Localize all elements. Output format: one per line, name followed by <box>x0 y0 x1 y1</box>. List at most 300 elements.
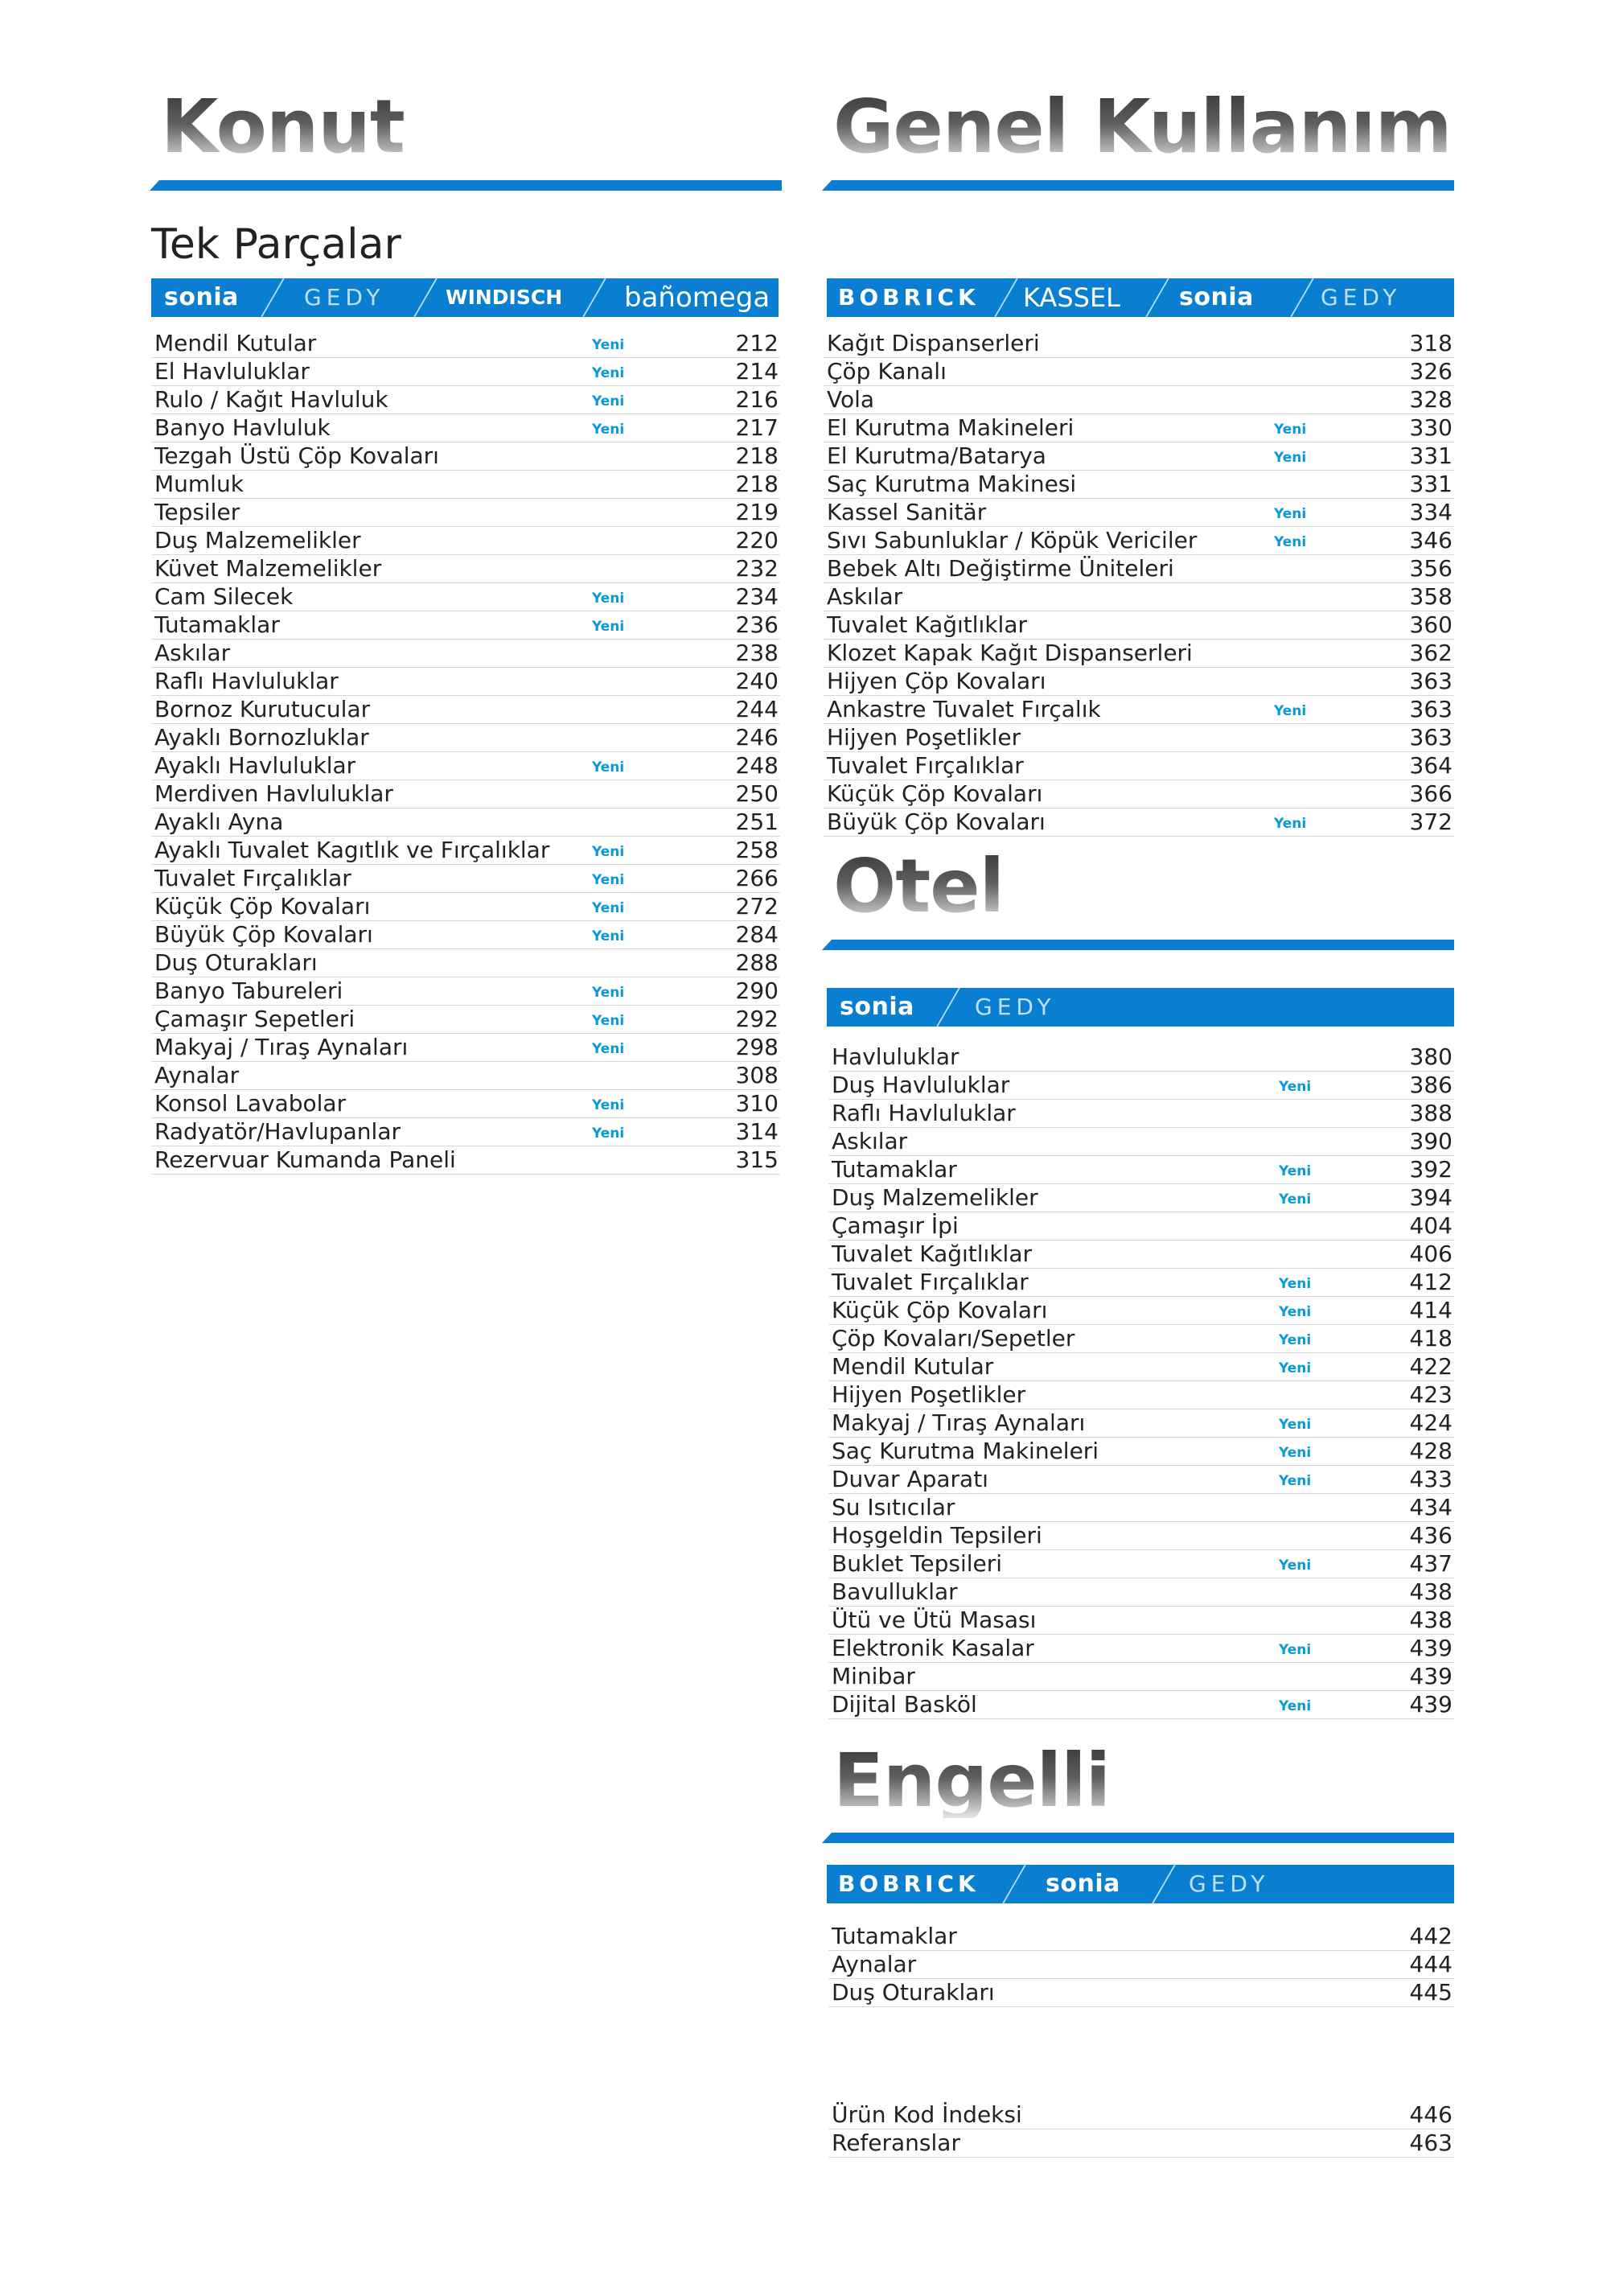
toc-row[interactable] <box>151 921 780 949</box>
toc-row-label: Kağıt Dispanserleri <box>827 330 1040 356</box>
toc-row-page-number: 331 <box>1409 442 1452 469</box>
toc-row[interactable] <box>151 555 780 583</box>
toc-row[interactable] <box>824 442 1454 471</box>
toc-row-label: Büyük Çöp Kovaları <box>154 921 373 948</box>
brand-separator <box>1001 1865 1028 1903</box>
toc-row-page-number: 364 <box>1409 752 1452 779</box>
toc-row-page-number: 251 <box>735 809 779 835</box>
toc-row-label: Askılar <box>154 640 231 666</box>
toc-row[interactable] <box>828 1607 1454 1635</box>
brand-bar-engelli <box>827 1865 1454 1903</box>
toc-row[interactable] <box>828 1979 1454 2007</box>
toc-row-page-number: 363 <box>1409 668 1452 694</box>
new-badge: Yeni <box>592 393 625 409</box>
toc-row-page-number: 422 <box>1409 1353 1452 1380</box>
toc-row-label: Saç Kurutma Makinesi <box>827 471 1077 497</box>
brand-bar-konut <box>151 278 779 317</box>
toc-row[interactable] <box>824 583 1454 611</box>
toc-row[interactable] <box>824 780 1454 809</box>
toc-row-page-number: 248 <box>735 752 779 779</box>
toc-row-page-number: 234 <box>735 583 779 610</box>
new-badge: Yeni <box>592 1041 625 1057</box>
toc-list-engelli <box>828 1923 1454 2007</box>
toc-row[interactable] <box>824 696 1454 724</box>
new-badge: Yeni <box>1274 534 1307 550</box>
toc-row-label: Bavulluklar <box>832 1578 958 1605</box>
brand-separator <box>992 278 1020 317</box>
toc-row-label: Hijyen Çöp Kovaları <box>827 668 1046 694</box>
toc-row-label: Kassel Sanitär <box>827 499 987 525</box>
toc-row-page-number: 404 <box>1409 1212 1452 1239</box>
new-badge: Yeni <box>1279 1642 1312 1658</box>
toc-row-label: Merdiven Havluluklar <box>154 780 393 807</box>
toc-row[interactable] <box>824 668 1454 696</box>
toc-row[interactable] <box>151 724 780 752</box>
toc-row[interactable] <box>828 1156 1454 1184</box>
toc-row-page-number: 288 <box>735 949 779 976</box>
toc-row-page-number: 414 <box>1409 1297 1452 1323</box>
toc-row[interactable] <box>828 1951 1454 1979</box>
brand-separator <box>259 278 286 317</box>
toc-row[interactable] <box>828 1269 1454 1297</box>
toc-row-label: Hoşgeldin Tepsileri <box>832 1522 1042 1549</box>
toc-row[interactable] <box>828 1381 1454 1409</box>
toc-row-page-number: 244 <box>735 696 779 722</box>
toc-row[interactable] <box>828 1043 1454 1072</box>
toc-row-page-number: 438 <box>1409 1578 1452 1605</box>
toc-row[interactable] <box>828 1409 1454 1438</box>
toc-row-label: Makyaj / Tıraş Aynaları <box>832 1409 1086 1436</box>
toc-row-label: Askılar <box>827 583 903 610</box>
toc-row[interactable] <box>828 1522 1454 1550</box>
toc-row-label: Ürün Kod İndeksi <box>832 2101 1022 2128</box>
toc-row[interactable] <box>151 330 780 358</box>
toc-row-label: Tepsiler <box>154 499 240 525</box>
toc-row-label: Rezervuar Kumanda Paneli <box>154 1146 456 1173</box>
toc-row[interactable] <box>151 893 780 921</box>
toc-row-label: Havluluklar <box>832 1043 959 1070</box>
toc-row-label: Bornoz Kurutucular <box>154 696 371 722</box>
toc-row[interactable] <box>151 977 780 1006</box>
toc-row[interactable] <box>828 1184 1454 1212</box>
toc-row[interactable] <box>828 2129 1454 2158</box>
toc-row[interactable] <box>828 1494 1454 1522</box>
toc-row-page-number: 418 <box>1409 1325 1452 1352</box>
toc-row-page-number: 308 <box>735 1062 779 1088</box>
new-badge: Yeni <box>1279 1557 1312 1574</box>
toc-row-label: Duş Oturakları <box>154 949 318 976</box>
brand-separator <box>1150 1865 1177 1903</box>
toc-row-page-number: 298 <box>735 1034 779 1060</box>
toc-row[interactable] <box>824 358 1454 386</box>
toc-row-label: Ankastre Tuvalet Fırçalık <box>827 696 1101 722</box>
toc-row[interactable] <box>824 330 1454 358</box>
toc-row-label: Ütü ve Ütü Masası <box>832 1607 1037 1633</box>
toc-row-page-number: 218 <box>735 442 779 469</box>
toc-row[interactable] <box>151 1146 780 1175</box>
new-badge: Yeni <box>1274 506 1307 522</box>
section-title-genel-kullanim: Genel Kullanım <box>833 84 1452 170</box>
toc-row-label: Büyük Çöp Kovaları <box>827 809 1046 835</box>
toc-row-label: Duş Malzemelikler <box>154 527 361 553</box>
toc-row-label: Dijital Basköl <box>832 1691 977 1718</box>
toc-row-page-number: 220 <box>735 527 779 553</box>
toc-row-page-number: 406 <box>1409 1241 1452 1267</box>
new-badge: Yeni <box>592 422 625 438</box>
toc-row[interactable] <box>151 949 780 977</box>
toc-row[interactable] <box>151 837 780 865</box>
brand-separator <box>581 278 608 317</box>
new-badge: Yeni <box>1279 1163 1312 1179</box>
toc-row-label: Tutamaklar <box>832 1156 957 1183</box>
brand-logo-gedy: GEDY <box>304 284 385 311</box>
toc-row[interactable] <box>828 1325 1454 1353</box>
toc-row[interactable] <box>151 1118 780 1146</box>
brand-logo-bobrick: BOBRICK <box>838 1870 980 1897</box>
toc-row[interactable] <box>151 780 780 809</box>
toc-row[interactable] <box>828 1212 1454 1241</box>
toc-row[interactable] <box>151 640 780 668</box>
toc-row[interactable] <box>824 555 1454 583</box>
toc-row-label: Çamaşır İpi <box>832 1212 959 1239</box>
new-badge: Yeni <box>592 337 625 353</box>
toc-row-label: Tezgah Üstü Çöp Kovaları <box>154 442 439 469</box>
toc-list-index <box>828 2101 1454 2158</box>
toc-row-label: Küvet Malzemelikler <box>154 555 382 582</box>
toc-row[interactable] <box>828 1241 1454 1269</box>
toc-row-page-number: 372 <box>1409 809 1452 835</box>
toc-row-page-number: 238 <box>735 640 779 666</box>
toc-row-page-number: 438 <box>1409 1607 1452 1633</box>
toc-row-label: Ayaklı Tuvalet Kagıtlık ve Fırçalıklar <box>154 837 550 863</box>
toc-row-label: Vola <box>827 386 875 413</box>
toc-row-label: El Kurutma/Batarya <box>827 442 1046 469</box>
toc-row-page-number: 394 <box>1409 1184 1452 1211</box>
toc-row-label: Ayaklı Ayna <box>154 809 284 835</box>
toc-row-page-number: 434 <box>1409 1494 1452 1520</box>
toc-row[interactable] <box>151 358 780 386</box>
toc-row-page-number: 315 <box>735 1146 779 1173</box>
toc-row[interactable] <box>151 386 780 414</box>
toc-row-label: Tutamaklar <box>832 1923 957 1949</box>
toc-row[interactable] <box>824 724 1454 752</box>
toc-row-page-number: 310 <box>735 1090 779 1117</box>
toc-row-page-number: 380 <box>1409 1043 1452 1070</box>
toc-row-label: Duş Havluluklar <box>832 1072 1010 1098</box>
toc-row-page-number: 445 <box>1409 1979 1452 2006</box>
toc-row[interactable] <box>824 471 1454 499</box>
toc-row-page-number: 412 <box>1409 1269 1452 1295</box>
toc-row[interactable] <box>151 442 780 471</box>
toc-row-label: Su Isıtıcılar <box>832 1494 955 1520</box>
toc-row-label: Raflı Havluluklar <box>832 1100 1016 1126</box>
toc-row-label: Duvar Aparatı <box>832 1466 988 1492</box>
toc-row[interactable] <box>151 471 780 499</box>
toc-row-label: Tuvalet Kağıtlıklar <box>832 1241 1032 1267</box>
new-badge: Yeni <box>592 985 625 1001</box>
toc-row[interactable] <box>151 611 780 640</box>
new-badge: Yeni <box>592 1013 625 1029</box>
section-divider-genel-kullanim <box>822 180 1454 191</box>
toc-row-page-number: 236 <box>735 611 779 638</box>
toc-row[interactable] <box>828 1466 1454 1494</box>
toc-list-konut <box>151 330 780 1175</box>
toc-row[interactable] <box>151 414 780 442</box>
toc-row[interactable] <box>151 583 780 611</box>
toc-row-page-number: 363 <box>1409 724 1452 751</box>
toc-row[interactable] <box>824 414 1454 442</box>
toc-row-label: Minibar <box>832 1663 915 1689</box>
toc-row-page-number: 214 <box>735 358 779 385</box>
new-badge: Yeni <box>592 759 625 776</box>
toc-row-page-number: 439 <box>1409 1635 1452 1661</box>
toc-row-label: Radyatör/Havlupanlar <box>154 1118 401 1145</box>
toc-row-label: Banyo Havluluk <box>154 414 331 441</box>
toc-row-page-number: 442 <box>1409 1923 1452 1949</box>
new-badge: Yeni <box>1279 1360 1312 1376</box>
toc-row-label: Mumluk <box>154 471 244 497</box>
new-badge: Yeni <box>1279 1079 1312 1095</box>
toc-row-page-number: 218 <box>735 471 779 497</box>
toc-row-page-number: 439 <box>1409 1663 1452 1689</box>
toc-list-genel-kullanim <box>824 330 1454 837</box>
new-badge: Yeni <box>1274 703 1307 719</box>
toc-row-label: Çamaşır Sepetleri <box>154 1006 355 1032</box>
section-title-konut: Konut <box>161 84 405 170</box>
brand-bar-genel-kullanim <box>827 278 1454 317</box>
toc-row-label: Bebek Altı Değiştirme Üniteleri <box>827 555 1174 582</box>
toc-row-page-number: 330 <box>1409 414 1452 441</box>
toc-row-page-number: 428 <box>1409 1438 1452 1464</box>
toc-row-label: Hijyen Poşetlikler <box>832 1381 1026 1408</box>
toc-row[interactable] <box>151 809 780 837</box>
toc-row-label: Tuvalet Fırçalıklar <box>827 752 1024 779</box>
toc-row-label: El Kurutma Makineleri <box>827 414 1074 441</box>
toc-row-label: Raflı Havluluklar <box>154 668 339 694</box>
toc-row[interactable] <box>828 1691 1454 1719</box>
toc-row[interactable] <box>828 1128 1454 1156</box>
brand-separator <box>1144 278 1171 317</box>
section-title-otel: Otel <box>833 843 1005 929</box>
toc-row[interactable] <box>828 1923 1454 1951</box>
toc-row-page-number: 392 <box>1409 1156 1452 1183</box>
toc-row-label: Duş Oturakları <box>832 1979 995 2006</box>
toc-row-label: Duş Malzemelikler <box>832 1184 1038 1211</box>
toc-row-label: Hijyen Poşetlikler <box>827 724 1021 751</box>
toc-row-label: Mendil Kutular <box>832 1353 994 1380</box>
section-divider-engelli <box>822 1833 1454 1843</box>
toc-row-page-number: 446 <box>1409 2101 1452 2128</box>
brand-logo-sonia: sonia <box>840 993 914 1021</box>
toc-row-page-number: 219 <box>735 499 779 525</box>
toc-row-page-number: 363 <box>1409 696 1452 722</box>
toc-row[interactable] <box>828 2101 1454 2129</box>
toc-row-page-number: 216 <box>735 386 779 413</box>
brand-logo-kassel: KASSEL <box>1023 282 1120 313</box>
toc-row[interactable] <box>151 527 780 555</box>
brand-logo-bobrick: BOBRICK <box>838 284 980 311</box>
brand-bar-otel <box>827 988 1454 1027</box>
toc-row-page-number: 250 <box>735 780 779 807</box>
brand-logo-gedy: GEDY <box>1321 284 1402 311</box>
toc-row-page-number: 328 <box>1409 386 1452 413</box>
new-badge: Yeni <box>592 619 625 635</box>
toc-row[interactable] <box>828 1550 1454 1578</box>
brand-logo-windisch: WINDISCH <box>446 286 563 309</box>
brand-separator <box>1288 278 1316 317</box>
toc-row[interactable] <box>828 1353 1454 1381</box>
toc-row-label: Çöp Kovaları/Sepetler <box>832 1325 1075 1352</box>
toc-row[interactable] <box>151 1034 780 1062</box>
toc-row[interactable] <box>151 1006 780 1034</box>
toc-row-label: Klozet Kapak Kağıt Dispanserleri <box>827 640 1193 666</box>
toc-row-page-number: 240 <box>735 668 779 694</box>
toc-row-label: Aynalar <box>154 1062 240 1088</box>
toc-row-page-number: 272 <box>735 893 779 920</box>
new-badge: Yeni <box>1274 816 1307 832</box>
toc-row-label: Sıvı Sabunluklar / Köpük Vericiler <box>827 527 1198 553</box>
toc-row[interactable] <box>828 1635 1454 1663</box>
toc-row-page-number: 439 <box>1409 1691 1452 1718</box>
toc-row-label: Aynalar <box>832 1951 917 1977</box>
toc-row[interactable] <box>824 752 1454 780</box>
toc-row[interactable] <box>824 809 1454 837</box>
toc-row-page-number: 424 <box>1409 1409 1452 1436</box>
toc-row-label: Küçük Çöp Kovaları <box>832 1297 1048 1323</box>
new-badge: Yeni <box>592 1125 625 1142</box>
new-badge: Yeni <box>592 365 625 381</box>
new-badge: Yeni <box>592 900 625 916</box>
toc-row-page-number: 314 <box>735 1118 779 1145</box>
toc-row-page-number: 232 <box>735 555 779 582</box>
toc-row-page-number: 463 <box>1409 2129 1452 2156</box>
new-badge: Yeni <box>1279 1445 1312 1461</box>
brand-logo-sonia: sonia <box>164 283 239 311</box>
toc-row[interactable] <box>151 865 780 893</box>
new-badge: Yeni <box>592 872 625 888</box>
toc-row-page-number: 358 <box>1409 583 1452 610</box>
toc-row-label: Tuvalet Kağıtlıklar <box>827 611 1027 638</box>
toc-row[interactable] <box>824 499 1454 527</box>
toc-row-page-number: 386 <box>1409 1072 1452 1098</box>
toc-row-label: Buklet Tepsileri <box>832 1550 1003 1577</box>
new-badge: Yeni <box>1279 1191 1312 1208</box>
new-badge: Yeni <box>1279 1473 1312 1489</box>
new-badge: Yeni <box>1279 1417 1312 1433</box>
toc-row-label: El Havluluklar <box>154 358 310 385</box>
toc-row-page-number: 436 <box>1409 1522 1452 1549</box>
toc-row-page-number: 360 <box>1409 611 1452 638</box>
new-badge: Yeni <box>592 844 625 860</box>
toc-row-label: Çöp Kanalı <box>827 358 947 385</box>
toc-row-page-number: 346 <box>1409 527 1452 553</box>
toc-row-page-number: 318 <box>1409 330 1452 356</box>
new-badge: Yeni <box>1279 1332 1312 1348</box>
toc-row-page-number: 362 <box>1409 640 1452 666</box>
toc-row[interactable] <box>824 611 1454 640</box>
new-badge: Yeni <box>592 590 625 607</box>
toc-row-page-number: 246 <box>735 724 779 751</box>
section-divider-konut <box>150 180 782 191</box>
brand-logo-gedy: GEDY <box>1189 1870 1270 1897</box>
toc-row[interactable] <box>151 752 780 780</box>
toc-row-page-number: 258 <box>735 837 779 863</box>
new-badge: Yeni <box>1274 422 1307 438</box>
toc-row-page-number: 433 <box>1409 1466 1452 1492</box>
toc-row-label: Makyaj / Tıraş Aynaları <box>154 1034 409 1060</box>
toc-row[interactable] <box>828 1663 1454 1691</box>
section-title-engelli: Engelli <box>833 1738 1111 1824</box>
toc-row-label: Referanslar <box>832 2129 960 2156</box>
toc-row[interactable] <box>151 1062 780 1090</box>
toc-row-label: Tuvalet Fırçalıklar <box>832 1269 1029 1295</box>
toc-row-page-number: 331 <box>1409 471 1452 497</box>
toc-row-label: Küçük Çöp Kovaları <box>827 780 1043 807</box>
toc-row[interactable] <box>824 640 1454 668</box>
toc-row-page-number: 444 <box>1409 1951 1452 1977</box>
toc-row-page-number: 290 <box>735 977 779 1004</box>
toc-row-label: Elektronik Kasalar <box>832 1635 1034 1661</box>
new-badge: Yeni <box>592 1097 625 1113</box>
new-badge: Yeni <box>1279 1304 1312 1320</box>
toc-row-page-number: 356 <box>1409 555 1452 582</box>
toc-row[interactable] <box>828 1578 1454 1607</box>
toc-row[interactable] <box>824 386 1454 414</box>
toc-row-label: Ayaklı Havluluklar <box>154 752 356 779</box>
toc-row-page-number: 217 <box>735 414 779 441</box>
toc-row[interactable] <box>828 1438 1454 1466</box>
toc-row[interactable] <box>824 527 1454 555</box>
toc-row-page-number: 334 <box>1409 499 1452 525</box>
toc-row-page-number: 266 <box>735 865 779 891</box>
toc-row[interactable] <box>151 696 780 724</box>
toc-row-label: Küçük Çöp Kovaları <box>154 893 371 920</box>
brand-logo-sonia: sonia <box>1046 1870 1120 1898</box>
toc-row-label: Cam Silecek <box>154 583 294 610</box>
toc-row-label: Rulo / Kağıt Havluluk <box>154 386 388 413</box>
new-badge: Yeni <box>1274 450 1307 466</box>
toc-row[interactable] <box>828 1072 1454 1100</box>
toc-row-page-number: 292 <box>735 1006 779 1032</box>
brand-logo-sonia: sonia <box>1179 283 1254 311</box>
toc-row-label: Saç Kurutma Makineleri <box>832 1438 1099 1464</box>
toc-row-page-number: 284 <box>735 921 779 948</box>
toc-row-page-number: 366 <box>1409 780 1452 807</box>
section-divider-otel <box>822 940 1454 950</box>
new-badge: Yeni <box>1279 1698 1312 1714</box>
toc-row-label: Mendil Kutular <box>154 330 317 356</box>
toc-row-page-number: 423 <box>1409 1381 1452 1408</box>
toc-row-page-number: 390 <box>1409 1128 1452 1154</box>
toc-row[interactable] <box>828 1100 1454 1128</box>
toc-row-page-number: 437 <box>1409 1550 1452 1577</box>
brand-logo-banomega: bañomega <box>624 282 770 314</box>
toc-list-otel <box>828 1043 1454 1719</box>
toc-row[interactable] <box>151 668 780 696</box>
toc-row[interactable] <box>151 1090 780 1118</box>
brand-separator <box>412 278 439 317</box>
new-badge: Yeni <box>1279 1276 1312 1292</box>
toc-row[interactable] <box>151 499 780 527</box>
toc-row-label: Ayaklı Bornozluklar <box>154 724 369 751</box>
brand-logo-gedy: GEDY <box>975 994 1056 1020</box>
toc-row-page-number: 326 <box>1409 358 1452 385</box>
toc-row[interactable] <box>828 1297 1454 1325</box>
new-badge: Yeni <box>592 928 625 944</box>
toc-row-page-number: 212 <box>735 330 779 356</box>
toc-row-label: Tuvalet Fırçalıklar <box>154 865 351 891</box>
toc-row-label: Banyo Tabureleri <box>154 977 343 1004</box>
